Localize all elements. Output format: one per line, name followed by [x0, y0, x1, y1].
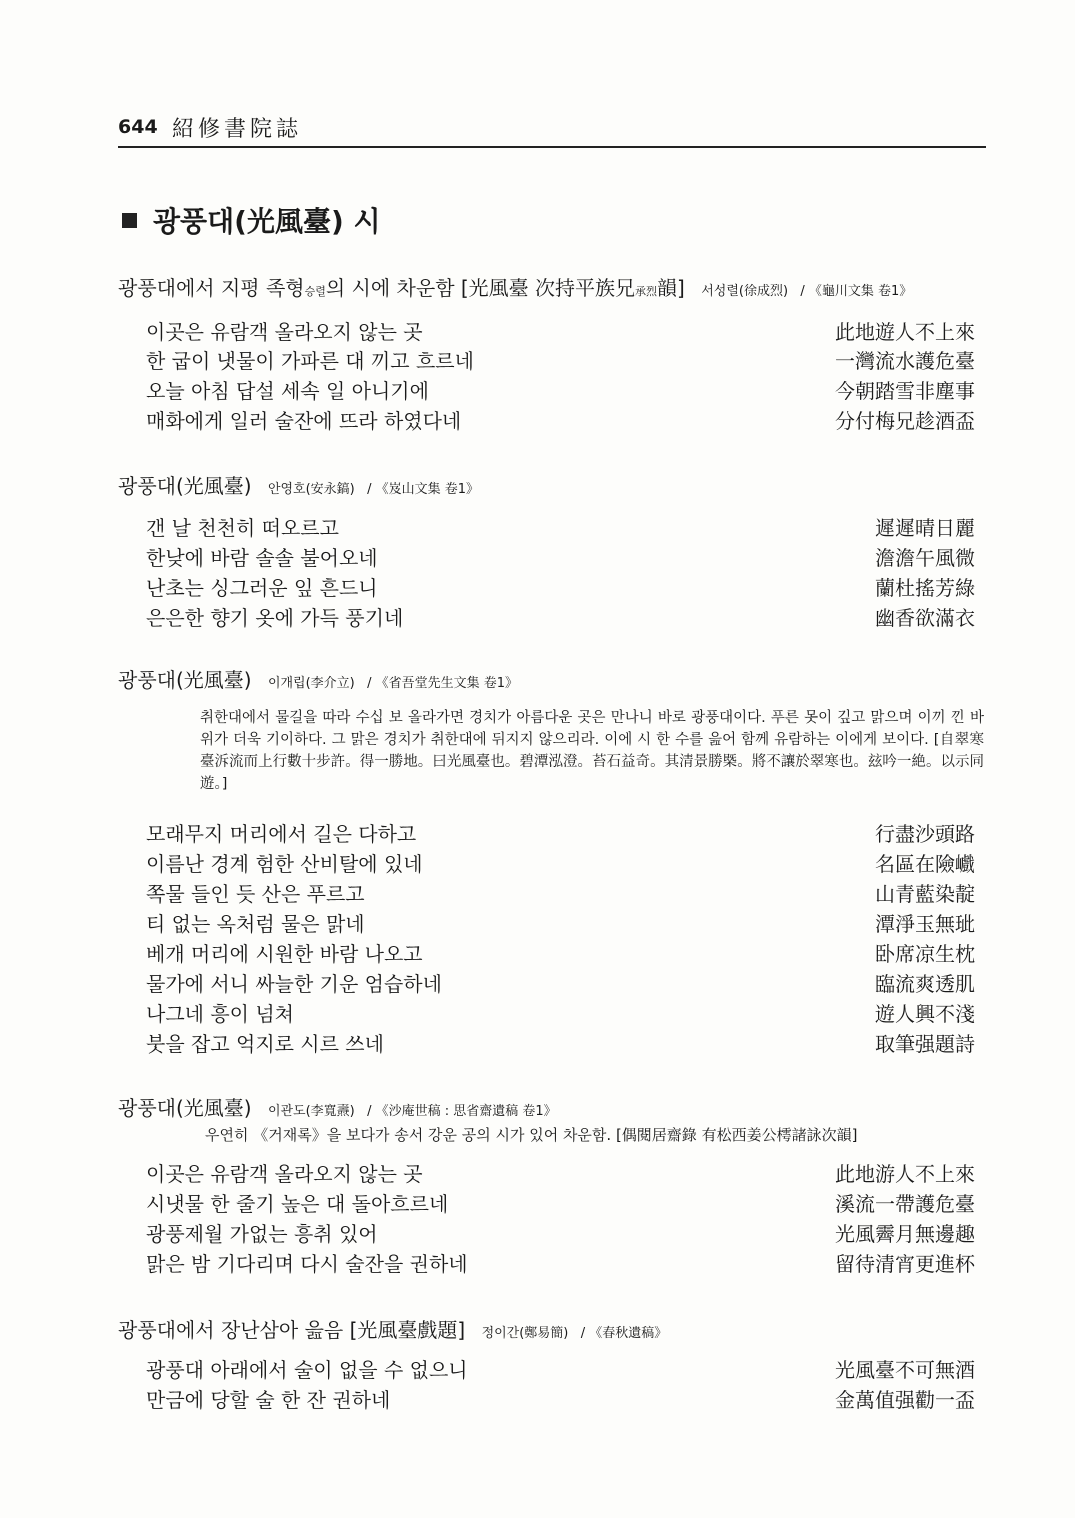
korean-line: 오늘 아침 답설 세속 일 아니기에 — [146, 379, 429, 403]
korean-line: 티 없는 옥처럼 물은 맑네 — [146, 912, 365, 936]
korean-line: 붓을 잡고 억지로 시르 쓰네 — [146, 1032, 384, 1056]
hanja-line: 臨流爽透肌 — [875, 972, 975, 996]
poem-source: / 《春秋遺稿》 — [580, 1326, 668, 1341]
hanja-line: 幽香欲滿衣 — [875, 606, 975, 630]
poem-author: 안영호(安永鎬) — [267, 482, 355, 497]
hanja-line: 遊人興不淺 — [875, 1002, 975, 1026]
book-title: 紹修書院誌 — [172, 117, 303, 142]
poem-title: 광풍대(光風臺) 이개립(李介立) / 《省吾堂先生文集 卷1》 — [118, 668, 519, 692]
poem-author: 이관도(李寬燾) — [267, 1104, 355, 1119]
korean-line: 만금에 당할 술 한 잔 권하네 — [146, 1388, 391, 1412]
korean-line: 난초는 싱그러운 잎 흔드니 — [146, 576, 378, 600]
hanja-line: 此地遊人不上來 — [835, 320, 975, 344]
poem-author: 이개립(李介立) — [267, 676, 355, 691]
korean-line: 이름난 경계 험한 산비탈에 있네 — [146, 852, 423, 876]
korean-line: 광풍대 아래에서 술이 없을 수 없으니 — [146, 1358, 468, 1382]
poem-preface: 취한대에서 물길을 따라 수십 보 올라가면 경치가 아름다운 곳은 만나니 바로 광풍대이다. 푸른 못이 깊고 맑으며 이끼 낀 바위가 더욱 기이하다. 그 맑은 경치가 취한대에 뒤지지 않으리라. 이에 시 한 수를 읊어 함께 유람하는 이에게 보이다. [自翠寒臺泝流而上行數十步許。得一勝地。曰光風臺也。碧潭泓澄。苔石益奇。其清景勝槩。將不讓於翠寒也。玆吟一絶。以示同遊。] — [200, 710, 984, 792]
page-number: 644 — [118, 116, 158, 138]
korean-line: 한 굽이 냇물이 가파른 대 끼고 흐르네 — [146, 349, 474, 373]
poem-title: 광풍대(光風臺) 이관도(李寬燾) / 《沙庵世稿 : 思省齋遺稿 卷1》 — [118, 1096, 557, 1120]
poem-title: 광풍대(光風臺) 안영호(安永鎬) / 《岌山文集 卷1》 — [118, 474, 480, 498]
poem-author: 서성렬(徐成烈) — [701, 284, 789, 299]
korean-line: 광풍제월 가없는 흥취 있어 — [146, 1222, 378, 1246]
section-title — [122, 200, 381, 240]
korean-line: 물가에 서니 싸늘한 기운 엄습하네 — [146, 972, 442, 996]
poem-source: / 《龜川文集 卷1》 — [800, 284, 913, 299]
poem-title: 광풍대에서 장난삼아 읊음 [光風臺戲題] 정이간(鄭易簡) / 《春秋遺稿》 — [118, 1318, 668, 1342]
hanja-line: 溪流一帶護危臺 — [835, 1192, 975, 1216]
hanja-line: 遲遲晴日麗 — [875, 516, 975, 540]
hanja-line: 一灣流水護危臺 — [835, 349, 975, 373]
page-header — [118, 112, 986, 148]
korean-line: 시냇물 한 줄기 높은 대 돌아흐르네 — [146, 1192, 449, 1216]
hanja-line: 分付梅兄趁酒盃 — [835, 409, 975, 433]
hanja-line: 潭淨玉無玼 — [875, 912, 975, 936]
poem-title: 광풍대에서 지평 족형승렬의 시에 차운함 [光風臺 次持平族兄承烈韻] 서성렬(徐成烈) / 《龜川文集 卷1》 — [118, 276, 913, 300]
korean-line: 한낮에 바람 솔솔 불어오네 — [146, 546, 378, 570]
korean-line: 이곳은 유람객 올라오지 않는 곳 — [146, 1162, 423, 1186]
poem-note: 우연히 《거재록》을 보다가 송서 강운 공의 시가 있어 차운함. [偶閱居齋錄 有松西姜公樗諸詠次韻] — [205, 1126, 858, 1144]
korean-line: 베개 머리에 시원한 바람 나오고 — [146, 942, 423, 966]
hanja-line: 此地游人不上來 — [835, 1162, 975, 1186]
square-bullet-icon — [122, 213, 137, 228]
poem-source: / 《沙庵世稿 : 思省齋遺稿 卷1》 — [367, 1104, 557, 1119]
korean-line: 갠 날 천천히 떠오르고 — [146, 516, 339, 540]
section-title-text: 광풍대(光風臺) 시 — [153, 205, 381, 238]
hanja-line: 光風霽月無邊趣 — [835, 1222, 975, 1246]
poem-author: 정이간(鄭易簡) — [481, 1326, 569, 1341]
korean-line: 쪽물 들인 듯 산은 푸르고 — [146, 882, 365, 906]
poem-source: / 《省吾堂先生文集 卷1》 — [367, 676, 519, 691]
korean-line: 나그네 흥이 넘쳐 — [146, 1002, 294, 1026]
hanja-line: 取筆强題詩 — [875, 1032, 975, 1056]
korean-line: 은은한 향기 옷에 가득 풍기네 — [146, 606, 404, 630]
hanja-line: 行盡沙頭路 — [875, 822, 975, 846]
hanja-line: 蘭杜搖芳綠 — [875, 576, 975, 600]
hanja-line: 卧席凉生枕 — [875, 942, 975, 966]
poem-source: / 《岌山文集 卷1》 — [367, 482, 480, 497]
hanja-line: 金萬值强勸一盃 — [835, 1388, 975, 1412]
korean-line: 맑은 밤 기다리며 다시 술잔을 권하네 — [146, 1252, 468, 1276]
hanja-line: 今朝踏雪非塵事 — [835, 379, 975, 403]
hanja-line: 名區在險巇 — [875, 852, 975, 876]
hanja-line: 光風臺不可無酒 — [835, 1358, 975, 1382]
hanja-line: 澹澹午風微 — [875, 546, 975, 570]
korean-line: 모래무지 머리에서 길은 다하고 — [146, 822, 417, 846]
hanja-line: 留待清宵更進杯 — [835, 1252, 975, 1276]
korean-line: 매화에게 일러 술잔에 뜨라 하였다네 — [146, 409, 462, 433]
hanja-line: 山青藍染靛 — [875, 882, 975, 906]
korean-line: 이곳은 유람객 올라오지 않는 곳 — [146, 320, 423, 344]
